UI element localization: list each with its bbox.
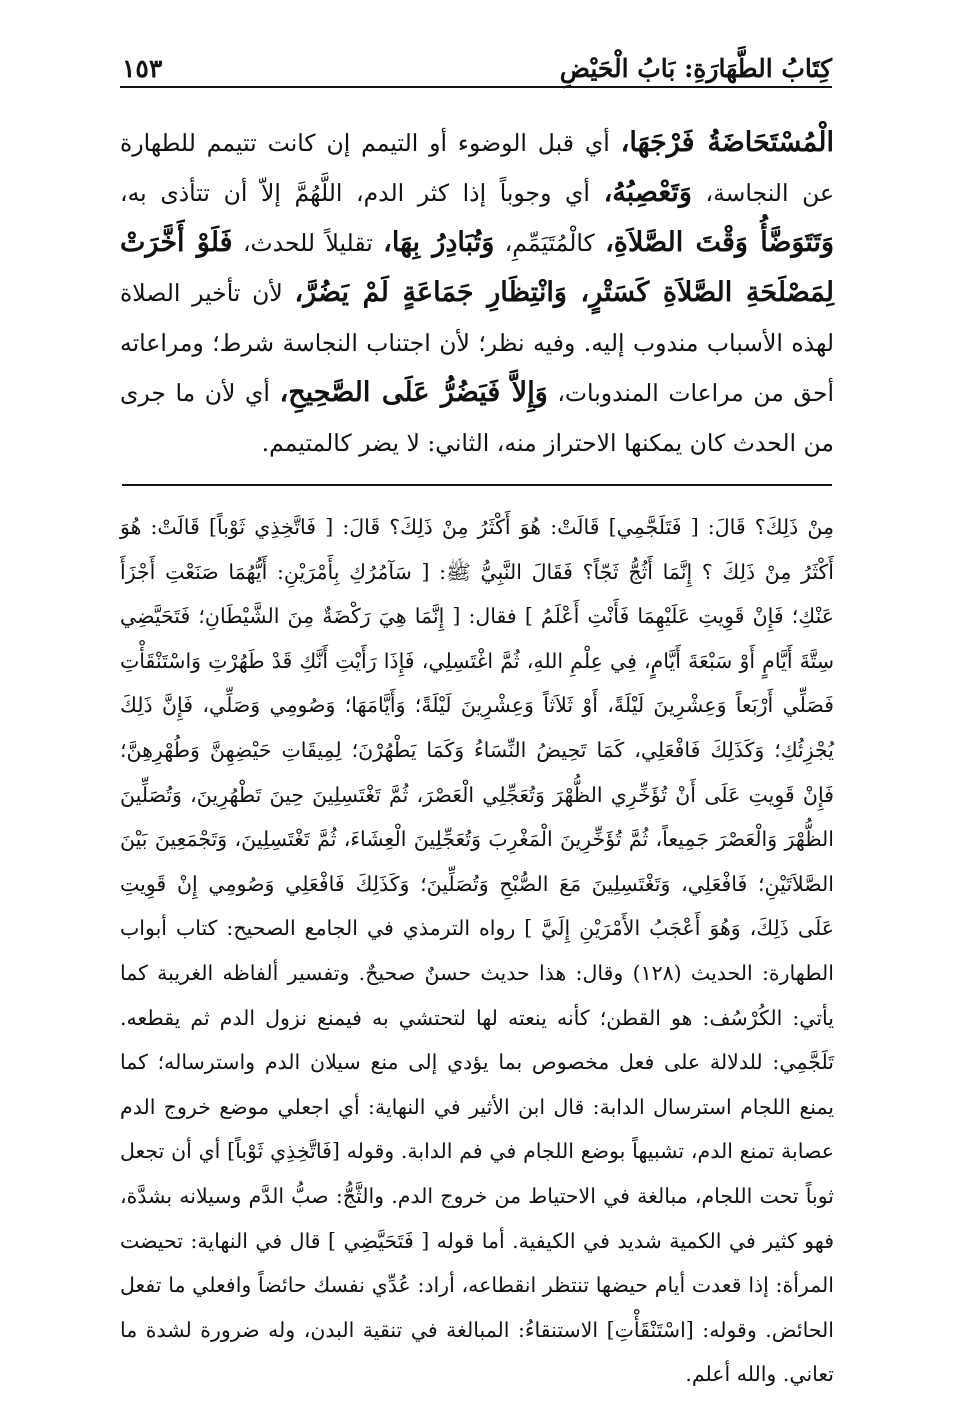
main-text <box>120 118 834 468</box>
matn-phrase: وَتَتَوَضَّأُ وَقْتَ الصَّلاَةِ، <box>605 227 835 258</box>
commentary-text: أي قبل الوضوء أو التيمم إن كانت تتيمم للطهارة عن النجاسة، <box>120 129 834 207</box>
commentary-text: لأن تأخير الصلاة لهذه الأسباب مندوب إليه. وفيه نظر؛ لأن اجتناب النجاسة شرط؛ ومراعاته أحق من مراعات المندوبات، <box>120 279 835 407</box>
page-number: ١٥٣ <box>122 54 163 83</box>
matn-phrase: وَإِلاَّ فَيَضُرُّ عَلَى الصَّحِيحِ، <box>279 377 548 408</box>
running-header-title: كِتَابُ الطَّهَارَةِ: بَابُ الْحَيْضِ <box>559 54 832 83</box>
footnote <box>120 505 834 1397</box>
footnote-text: مِنْ ذَلِكَ؟ قَالَ: [ فَتَلَجَّمِي] قَالَتْ: هُوَ أَكْثَرُ مِنْ ذَلِكَ؟ قَالَ: [ فَاتَّخِذِي ثَوْباً] قَالَتْ: هُوَ أَكْثَرُ مِنْ ذَلِكَ ؟ إِنَّمَا أَثُجُّ ثَجّاً؟ فَقَالَ النَّبِيُّ ﷺ: [ سَآمُرُكِ بِأَمْرَيْنِ: أَيُّهُمَا صَنَعْتِ أَجْزَأَ عَنْكِ؛ فَإِنْ قَوِيتِ عَلَيْهِمَا فَأَنْتِ أَعْلَمُ ] فقال: [ إِنَّمَا هِيَ رَكْضَةٌ مِنَ الشَّيْطَانِ؛ فَتَحَيَّضِي سِتَّةَ أَيَّامٍ أَوْ سَبْعَةَ أَيَّامٍ، فِي عِلْمِ اللهِ، ثُمَّ اغْتَسِلِي، فَإِذَا رَأَيْتِ أَنَّكِ قَدْ طَهُرْتِ وَاسْتَنْقَأْتِ فَصَلِّي أَرْبَعاً وَعِشْرِينَ لَيْلَةً، أَوْ ثَلاَثاً وَعِشْرِينَ لَيْلَةً؛ وَأَيَّامَهَا؛ وَصُومِي وَصَلِّي، فَإِنَّ ذَلِكَ يُجْزِئُكِ؛ وَكَذَلِكَ فَافْعَلِي، كَمَا تَحِيضُ النِّسَاءُ وَكَمَا يَطْهُرْنَ؛ لِمِيقَاتِ حَيْضِهِنَّ وَطُهْرِهِنَّ؛ فَإِنْ قَوِيتِ عَلَى أَنْ تُؤَخِّرِي الظُّهْرَ وَتُعَجِّلِي الْعَصْرَ، ثُمَّ تَغْتَسِلِينَ حِينَ تَطْهُرِينَ، وَتُصَلِّينَ الظُّهْرَ وَالْعَصْرَ جَمِيعاً، ثُمَّ تُؤَخِّرِينَ الْمَغْرِبَ وَتُعَجِّلِينَ الْعِشَاءَ، ثُمَّ تَغْتَسِلِينَ، وَتَجْمَعِينَ بَيْنَ الصَّلاَتَيْنِ؛ فَافْعَلِي، وَتَغْتَسِلِينَ مَعَ الصُّبْحِ وَتُصَلِّينَ؛ وَكَذَلِكَ فَافْعَلِي وَصُومِي إِنْ قَوِيتِ عَلَى ذَلِكَ، وَهُوَ أَعْجَبُ الأَمْرَيْنِ إِلَيَّ ] رواه الترمذي في الجامع الصحيح: كتاب أبواب الطهارة: الحديث (١٢٨) وقال: هذا حديث حسنٌ صحيحٌ. وتفسير ألفاظه الغريبة كما يأتي: الكُرْسُف: هو القطن؛ كأنه ينعته لها لتحتشي به فيمنع نزول الدم ثم يقطعه. تَلَجَّمِي: للدلالة على فعل مخصوص بما يؤدي إلى منع سيلان الدم واسترساله؛ كما يمنع اللجام استرسال الدابة: قال ابن الأثير في النهاية: أي اجعلي موضع خروج الدم عصابة تمنع الدم، تشبيهاً بوضع اللجام في فم الدابة. وقوله [فَاتَّخِذِي ثَوْباً] أي أن تجعل ثوباً تحت اللجام، مبالغة في الاحتياط من خروج الدم. والثَّجُّ: صبُّ الدَّم وسيلانه بشدَّة، فهو كثير في الكمية شديد في الكيفية. أما قوله [ فَتَحَيَّضِي ] قال في النهاية: تحيضت المرأة: إذا قعدت أيام حيضها تنتظر انقطاعه، أراد: عُدِّي نفسك حائضاً وافعلي ما تفعل الحائض. وقوله: [اسْتَنْقَأْتِ] الاستنقاءُ: المبالغة في تنقية البدن، وله ضرورة لشدة ما تعاني. والله أعلم. <box>120 515 834 1387</box>
matn-phrase: الْمُسْتَحَاضَةُ فَرْجَهَا، <box>620 127 834 158</box>
commentary-text: أي لأن ما جرى من الحدث كان يمكنها الاحتراز منه، الثاني: لا يضر كالمتيمم. <box>120 379 834 457</box>
header-rule <box>120 86 832 88</box>
footnote-separator <box>122 484 832 486</box>
matn-phrase: وَتُبَادِرُ بِهَا، <box>383 227 495 258</box>
commentary-text: أي وجوباً إذا كثر الدم، اللَّهُمَّ إلاّ أن تتأذى به، <box>120 179 604 207</box>
matn-phrase: فَلَوْ أَخَّرَتْ لِمَصْلَحَةِ الصَّلاَةِ كَسَتْرٍ، وَانْتِظَارِ جَمَاعَةٍ لَمْ يَضُرَّ، <box>120 227 834 308</box>
matn-phrase: وَتَعْصِبُهُ، <box>603 177 692 208</box>
running-header <box>120 48 832 92</box>
commentary-text: كالْمُتَيَمِّمِ، <box>494 229 606 257</box>
commentary-text: تقليلاً للحدث، <box>232 229 384 257</box>
